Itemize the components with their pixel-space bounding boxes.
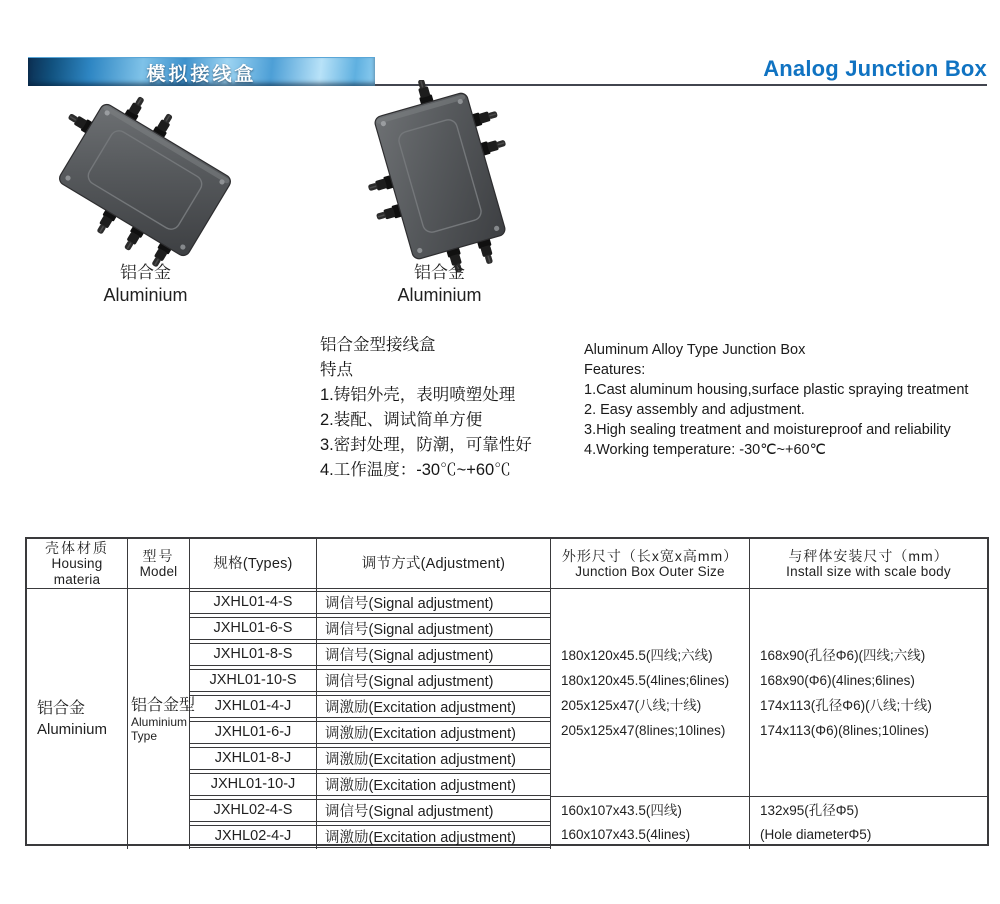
table-cell-type: JXHL01-6-S [190,615,317,641]
product-caption-2 [342,262,537,306]
col-header-outer-size: 外形尺寸（长x宽x高mm） Junction Box Outer Size [551,539,750,589]
outer-size-group-2: 160x107x43.5(四线) 160x107x43.5(4lines) [551,797,750,849]
install-size-group-2: 132x95(孔径Φ5) (Hole diameterΦ5) [760,803,872,842]
table-cell-adjustment: 调激励(Excitation adjustment) [317,719,551,745]
product-label-cn: 铝合金 [120,263,171,282]
spec-table [25,537,989,846]
features-en-title: Aluminum Alloy Type Junction Box [584,342,806,358]
features-en-item: 2. Easy assembly and adjustment. [584,402,805,418]
table-cell-adjustment: 调信号(Signal adjustment) [317,615,551,641]
table-cell-adjustment: 调信号(Signal adjustment) [317,589,551,615]
col-header-housing: 壳体材质 Housing materia [27,539,128,589]
banner-title-cn: 模拟接线盒 [146,63,257,85]
section-banner [28,57,375,86]
col-header-types: 规格(Types) [190,539,317,589]
features-en-subtitle: Features: [584,362,646,378]
table-cell-adjustment: 调信号(Signal adjustment) [317,641,551,667]
features-cn-item: 4.工作温度：-30℃~+60℃ [320,461,511,479]
table-cell-type: JXHL02-4-J [190,823,317,849]
features-cn-subtitle: 特点 [320,361,353,379]
col-header-install-size: 与秤体安装尺寸（mm） Install size with scale body [750,539,987,589]
table-cell-type: JXHL01-6-J [190,719,317,745]
model-cell: 铝合金型 Aluminium Type [128,589,190,849]
features-cn-item: 3.密封处理，防潮，可靠性好 [320,436,532,454]
features-cn-item: 1.铸铝外壳，表明喷塑处理 [320,386,516,404]
housing-material-cell: 铝合金 Aluminium [27,589,128,849]
table-cell-adjustment: 调激励(Excitation adjustment) [317,693,551,719]
features-en-item: 3.High sealing treatment and moistureproof and reliability [584,422,951,438]
table-cell-adjustment: 调信号(Signal adjustment) [317,797,551,823]
table-cell-adjustment: 调激励(Excitation adjustment) [317,745,551,771]
junction-box-photo-1 [48,90,243,270]
table-cell-type: JXHL01-4-J [190,693,317,719]
table-cell-adjustment: 调激励(Excitation adjustment) [317,823,551,849]
table-cell-type: JXHL01-8-S [190,641,317,667]
table-cell-adjustment: 调信号(Signal adjustment) [317,667,551,693]
features-en-item: 4.Working temperature: -30℃~+60℃ [584,442,826,458]
table-cell-type: JXHL01-10-J [190,771,317,797]
features-en [584,340,988,460]
product-label-en: Aluminium [397,285,482,305]
col-header-adjustment: 调节方式(Adjustment) [317,539,551,589]
product-caption-1 [48,262,243,306]
page-title-en: Analog Junction Box [763,56,987,81]
install-size-group-1: 168x90(孔径Φ6)(四线;六线) 168x90(Φ6)(4lines;6lines) 174x113(孔径Φ6)(八线;十线) 174x113(Φ6)(8lines;10lines) [750,589,987,797]
junction-box-photo-2 [352,80,532,272]
product-label-cn: 铝合金 [414,263,465,282]
col-header-model: 型号 Model [128,539,190,589]
features-cn [320,333,590,483]
outer-size-group-1: 180x120x45.5(四线;六线) 180x120x45.5(4lines;6lines) 205x125x47(八线;十线) 205x125x47(8lines;10lines) [551,589,750,797]
features-en-item: 1.Cast aluminum housing,surface plastic spraying treatment [584,382,969,398]
table-cell-type: JXHL01-8-J [190,745,317,771]
features-cn-title: 铝合金型接线盒 [320,336,436,354]
product-label-en: Aluminium [103,285,188,305]
table-cell-adjustment: 调激励(Excitation adjustment) [317,771,551,797]
table-cell-type: JXHL01-10-S [190,667,317,693]
table-cell-type: JXHL02-4-S [190,797,317,823]
features-cn-item: 2.装配、调试简单方便 [320,411,483,429]
table-cell-type: JXHL01-4-S [190,589,317,615]
